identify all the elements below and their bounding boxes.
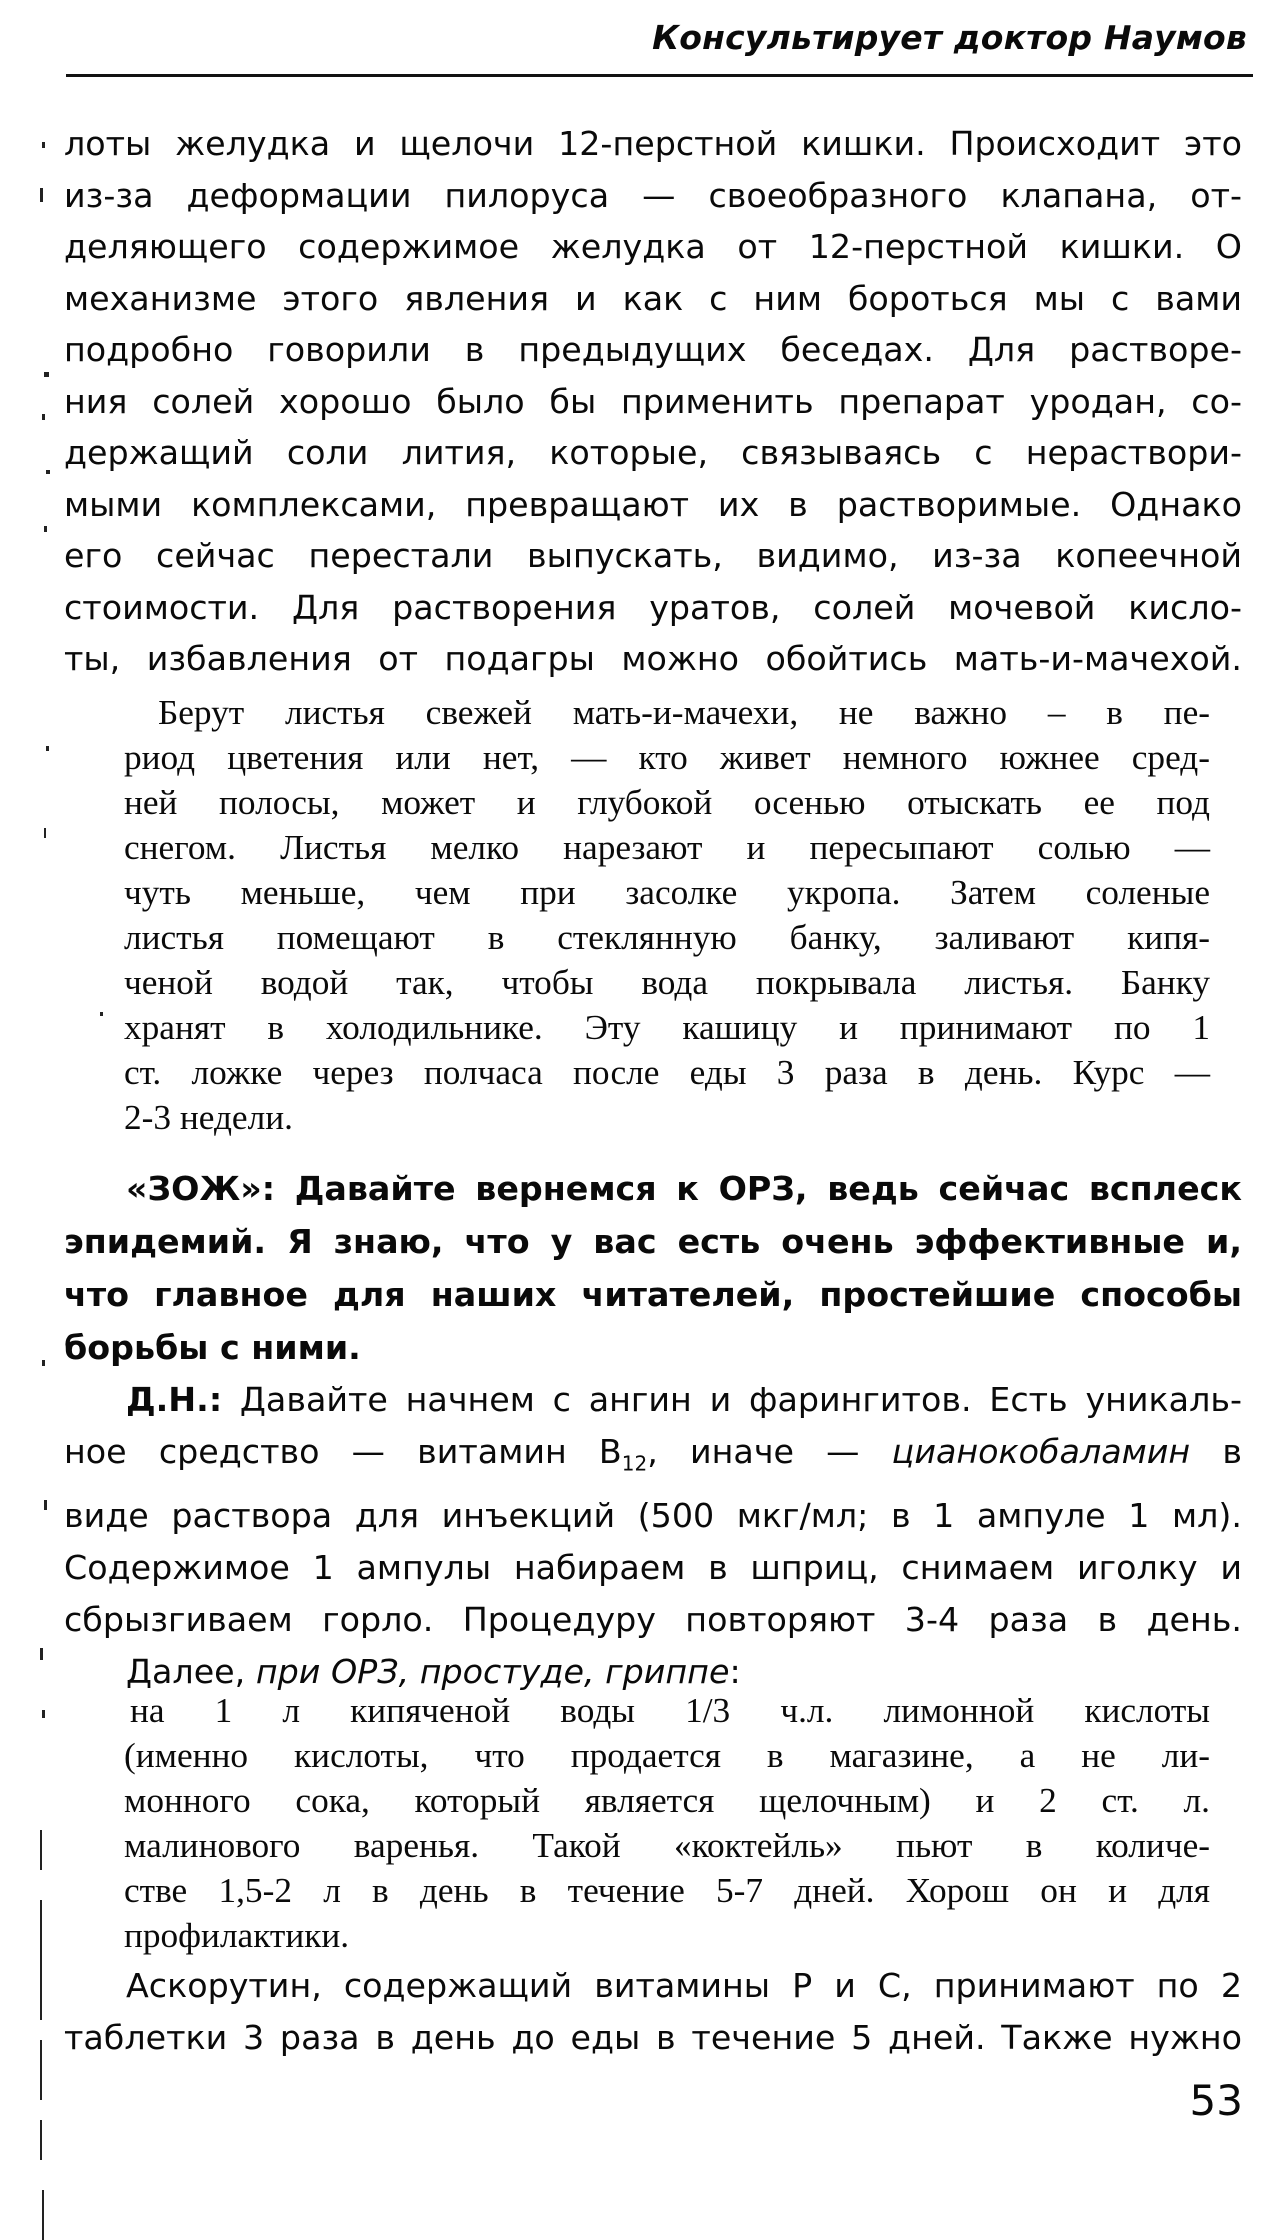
speck [40, 2120, 42, 2160]
interview-question [64, 1162, 1242, 1374]
text-line: из-за деформации пилоруса — своеобразного клапана, от- [64, 175, 1242, 215]
speck [46, 746, 49, 751]
text-line: профилактики. [124, 1916, 350, 1955]
text-span: , иначе — [647, 1432, 892, 1471]
page-number: 53 [1189, 2076, 1243, 2125]
text-line: чуть меньше, чем при засолке укропа. Затем соленые [124, 873, 1210, 912]
text-line: (именно кислоты, что продается в магазине, а не ли- [124, 1736, 1210, 1775]
text-line: стоимости. Для растворения уратов, солей мочевой кисло- [64, 587, 1242, 627]
speck [44, 828, 46, 838]
recipe-coltsfoot [124, 690, 1210, 1140]
drug-name-italic: цианокобаламин [891, 1432, 1191, 1471]
subscript: 12 [621, 1451, 648, 1476]
text-line: держащий соли лития, которые, связываясь с нераствори- [64, 433, 1242, 472]
text-line [64, 1374, 1242, 1426]
text-line: 2-3 недели. [124, 1098, 293, 1137]
text-line: малинового варенья. Такой «коктейль» пьют в количе- [124, 1826, 1210, 1865]
question-text [64, 1162, 1242, 1374]
interview-answer [64, 1374, 1242, 1698]
speck [44, 372, 49, 377]
text-line: сбрызгиваем горло. Процедуру повторяют 3-4 раза в день. [64, 1599, 1242, 1639]
text-line: мыми комплексами, превращают их в растворимые. Однако [64, 484, 1242, 524]
speck [42, 1710, 45, 1718]
text-line: подробно говорили в предыдущих беседах. Для растворе- [64, 330, 1242, 369]
text-line: эпидемий. Я знаю, что у вас есть очень эффективные и, [64, 1222, 1242, 1261]
paragraph-intro-text [64, 118, 1242, 685]
text-span: ное средство — витамин В [64, 1432, 622, 1471]
text-line: риод цветения или нет, — кто живет немного южнее сред- [124, 738, 1210, 777]
speck [42, 414, 45, 420]
speaker-label: Д.Н.: [126, 1380, 223, 1419]
speck [40, 1648, 43, 1660]
text-line: на 1 л кипяченой воды 1/3 ч.л. лимонной кислоты [130, 1691, 1210, 1730]
text-line: стве 1,5-2 л в день в течение 5-7 дней. Хорош он и для [124, 1871, 1210, 1910]
speck [44, 526, 47, 532]
text-line: Берут листья свежей мать-и-мачехи, не важно – в пе- [158, 693, 1210, 732]
text-line: лоты желудка и щелочи 12-перстной кишки. Происходит это [64, 124, 1242, 163]
text-line: листья помещают в стеклянную банку, заливают кипя- [124, 918, 1210, 957]
speck [40, 1900, 42, 2020]
text-line: ния солей хорошо было бы применить препарат уродан, со- [64, 381, 1242, 421]
text-line: ней полосы, может и глубокой осенью отыскать ее под [124, 783, 1210, 822]
text-line: что главное для наших читателей, простейшие способы [64, 1275, 1242, 1314]
text-line: деляющего содержимое желудка от 12-перстной кишки. О [64, 227, 1242, 266]
text-span: Далее, [126, 1651, 256, 1691]
text-line: его сейчас перестали выпускать, видимо, из-за копеечной [64, 536, 1242, 575]
text-line [64, 1426, 1242, 1490]
text-line: монного сока, который является щелочным) и 2 ст. л. [124, 1781, 1210, 1820]
text-line: виде раствора для инъекций (500 мкг/мл; в 1 ампуле 1 мл). [64, 1495, 1242, 1535]
speck [100, 1012, 103, 1016]
text-span: Давайте начнем с ангин и фарингитов. Есть уникаль- [222, 1380, 1242, 1419]
text-line: ченой водой так, чтобы вода покрывала листья. Банку [124, 963, 1210, 1002]
header-rule [66, 74, 1253, 77]
speck [46, 470, 50, 474]
text-span: в [1190, 1432, 1242, 1471]
speck [40, 1830, 42, 1870]
speck [44, 1500, 47, 1510]
speck [40, 2040, 42, 2100]
paragraph-ascorutin-text [64, 1960, 1242, 2064]
text-line: борьбы с ними. [64, 1328, 361, 1367]
text-line: хранят в холодильнике. Эту кашицу и принимают по 1 [124, 1008, 1210, 1047]
text-line: ты, избавления от подагры можно обойтись мать-и-мачехой. [64, 639, 1242, 678]
running-header: Консультирует доктор Наумов [652, 18, 1247, 57]
speck [42, 142, 45, 148]
speck [42, 2190, 44, 2240]
speck [40, 188, 43, 202]
margin-specks [32, 110, 52, 2150]
speck [42, 1360, 45, 1366]
text-line: Содержимое 1 ампулы набираем в шприц, снимаем иголку и [64, 1547, 1242, 1587]
text-line: снегом. Листья мелко нарезают и пересыпают солью — [124, 828, 1210, 867]
italic-span: при ОРЗ, простуде, гриппе [255, 1651, 730, 1691]
text-line: таблетки 3 раза в день до еды в течение 5 дней. Также нужно [64, 2018, 1242, 2057]
text-line: механизме этого явления и как с ним бороться мы с вами [64, 278, 1242, 318]
text-line: Аскорутин, содержащий витамины Р и С, принимают по 2 [126, 1966, 1242, 2005]
text-line: ст. ложке через полчаса после еды 3 раза в день. Курс — [124, 1053, 1210, 1092]
recipe-lemon-drink [124, 1688, 1210, 1958]
paragraph-ascorutin [64, 1960, 1242, 2064]
paragraph-intro [64, 118, 1242, 685]
text-span: : [729, 1651, 741, 1691]
text-line: «ЗОЖ»: Давайте вернемся к ОРЗ, ведь сейчас всплеск [126, 1169, 1242, 1208]
answer-text [64, 1374, 1242, 1646]
